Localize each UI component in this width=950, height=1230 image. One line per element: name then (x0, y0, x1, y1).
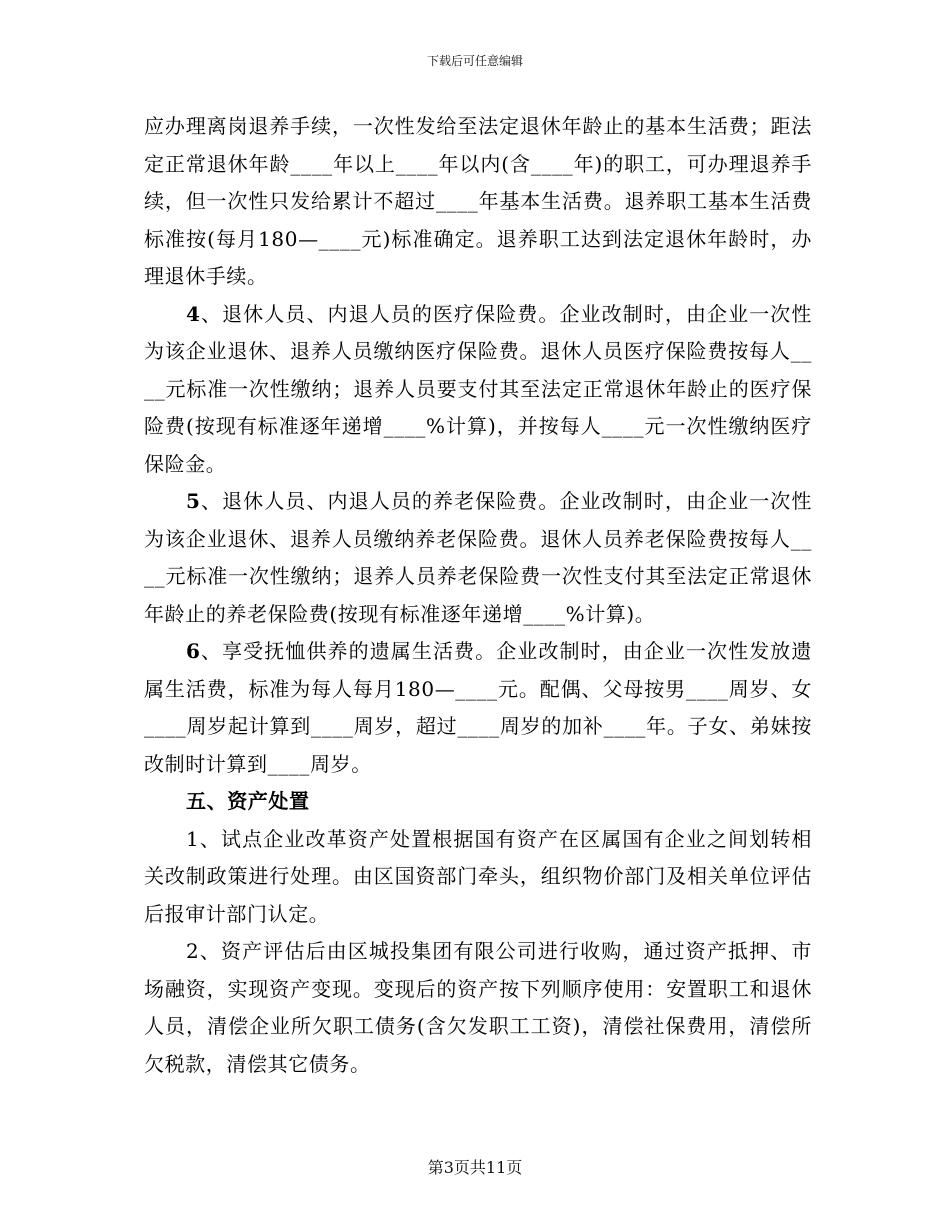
paragraph-survivor-allowance (144, 633, 812, 783)
item-number: 4 (186, 301, 201, 326)
paragraph-text: 、退休人员、内退人员的养老保险费。企业改制时，由企业一次性为该企业退休、退养人员缴纳养老保险费。退休人员养老保险费按每人____元标准一次性缴纳；退养人员养老保险费一次性支付其至法定正常退休年龄止的养老保险费(按现有标准逐年递增____%计算)。 (144, 489, 812, 626)
page-header: 下载后可任意编辑 (426, 54, 523, 68)
paragraph-text: 、退休人员、内退人员的医疗保险费。企业改制时，由企业一次性为该企业退休、退养人员缴纳医疗保险费。退休人员医疗保险费按每人____元标准一次性缴纳；退养人员要支付其至法定正常退休年龄止的医疗保险费(按现有标准逐年递增____%计算)，并按每人____元一次性缴纳医疗保险金。 (144, 301, 812, 476)
paragraph-text: 、享受抚恤供养的遗属生活费。企业改制时，由企业一次性发放遗属生活费，标准为每人每月180—____元。配偶、父母按男____周岁、女____周岁起计算到____周岁，超过____周岁的加补____年。子女、弟妹按改制时计算到____周岁。 (144, 639, 812, 776)
item-number: 5 (186, 489, 201, 513)
paragraph-pension-insurance (144, 483, 812, 633)
page-footer: 第3页共11页 (427, 1158, 523, 1177)
paragraph-medical-insurance (144, 296, 812, 484)
section-heading: 五、资产处置 (186, 789, 310, 813)
paragraph-asset-disposal-1: 1、试点企业改革资产处置根据国有资产在区属国有企业之间划转相关改制政策进行处理。由区国资部门牵头，组织物价部门及相关单位评估后报审计部门认定。 (144, 826, 812, 926)
paragraph-asset-disposal-2: 2、资产评估后由区城投集团有限公司进行收购，通过资产抵押、市场融资，实现资产变现。变现后的资产按下列顺序使用：安置职工和退休人员，清偿企业所欠职工债务(含欠发职工工资)，清偿社保费用，清偿所欠税款，清偿其它债务。 (144, 939, 812, 1076)
item-number: 6 (186, 639, 201, 663)
document-body (144, 108, 812, 1083)
paragraph-continuation: 应办理离岗退养手续，一次性发给至法定退休年龄止的基本生活费；距法定正常退休年龄____年以上____年以内(含____年)的职工，可办理退养手续，但一次性只发给累计不超过____年基本生活费。退养职工基本生活费标准按(每月180—____元)标准确定。退养职工达到法定退休年龄时，办理退休手续。 (144, 114, 812, 288)
